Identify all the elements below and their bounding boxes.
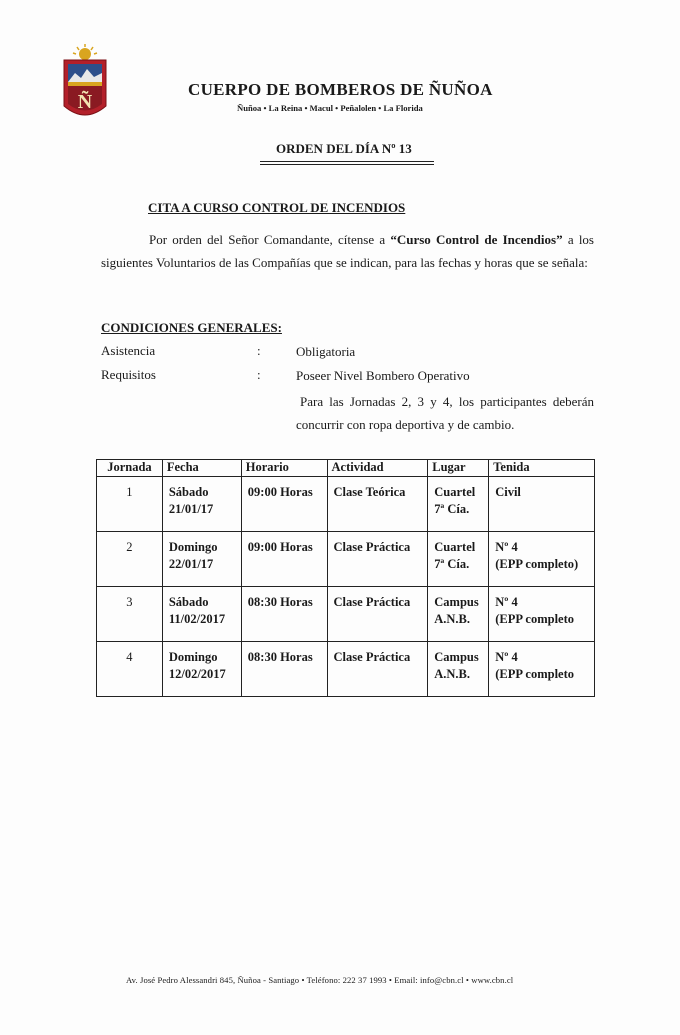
- cell-tenida-line2: (EPP completo: [495, 612, 575, 626]
- cell-lugar: [428, 642, 489, 697]
- cell-fecha-day: Domingo: [168, 650, 218, 664]
- cell-fecha: [162, 532, 241, 587]
- table-header-row: [97, 460, 595, 477]
- condition-separator: :: [257, 343, 261, 358]
- cell-lugar-line1: Campus: [434, 595, 479, 609]
- cell-lugar-line2: 7ª Cía.: [434, 502, 470, 516]
- cell-lugar-line2: A.N.B.: [434, 612, 471, 626]
- cell-horario: 08:30 Horas: [241, 642, 327, 697]
- cell-fecha-date: 22/01/17: [168, 557, 214, 571]
- cell-fecha-day: Domingo: [168, 540, 218, 554]
- condition-label-asistencia: Asistencia: [101, 343, 156, 358]
- fire-department-crest-icon: [60, 42, 110, 122]
- cell-tenida-line1: Nº 4: [495, 595, 518, 609]
- column-header-fecha: Fecha: [162, 460, 241, 477]
- cell-actividad: Clase Práctica: [327, 587, 428, 642]
- column-header-actividad: Actividad: [327, 460, 428, 477]
- condition-value-requisitos: Poseer Nivel Bombero Operativo: [296, 368, 470, 383]
- cell-actividad: Clase Teórica: [327, 477, 428, 532]
- conditions-note: Para las Jornadas 2, 3 y 4, los participantes deberán concurrir con ropa deportiva y de cambio.: [296, 394, 594, 432]
- cell-tenida: [489, 587, 595, 642]
- intro-paragraph: [101, 228, 594, 274]
- crest-sun-rays: [73, 44, 97, 60]
- cell-actividad: Clase Práctica: [327, 532, 428, 587]
- cell-lugar: [428, 532, 489, 587]
- cell-jornada: 3: [97, 587, 163, 642]
- cell-lugar: [428, 587, 489, 642]
- cell-lugar-line1: Cuartel: [434, 485, 476, 499]
- cell-fecha-day: Sábado: [168, 595, 209, 609]
- crest-letter: Ñ: [77, 91, 93, 113]
- cell-tenida: [489, 642, 595, 697]
- cell-fecha-date: 21/01/17: [168, 502, 214, 516]
- org-subtitle: Ñuñoa • La Reina • Macul • Peñalolen • La Florida: [237, 103, 423, 113]
- column-header-tenida: Tenida: [489, 460, 595, 477]
- cell-jornada: 2: [97, 532, 163, 587]
- cell-fecha-date: 11/02/2017: [168, 612, 226, 626]
- column-header-lugar: Lugar: [428, 460, 489, 477]
- table-row: [97, 532, 595, 587]
- order-title-underline: [260, 164, 434, 165]
- cell-fecha: [162, 477, 241, 532]
- column-header-horario: Horario: [241, 460, 327, 477]
- table-row: [97, 642, 595, 697]
- column-header-jornada: Jornada: [97, 460, 163, 477]
- cell-lugar-line1: Campus: [434, 650, 479, 664]
- course-name: “Curso Control de Incendios”: [390, 232, 563, 247]
- order-title: ORDEN DEL DÍA Nº 13: [276, 141, 412, 156]
- cell-jornada: 4: [97, 642, 163, 697]
- cell-horario: 08:30 Horas: [241, 587, 327, 642]
- cell-jornada: 1: [97, 477, 163, 532]
- cell-tenida-line2: (EPP completo): [495, 557, 579, 571]
- cell-tenida-line1: Nº 4: [495, 650, 518, 664]
- order-title-underline: [260, 161, 434, 162]
- schedule-table: [96, 459, 595, 697]
- cell-lugar-line2: A.N.B.: [434, 667, 471, 681]
- intro-text-before: Por orden del Señor Comandante, cítense a: [149, 232, 391, 247]
- cell-tenida: [489, 532, 595, 587]
- intro-text-after: a los siguientes Voluntarios de las Compañías que se indican, para las fechas y horas que se señala:: [101, 232, 594, 270]
- cell-horario: 09:00 Horas: [241, 532, 327, 587]
- cell-fecha: [162, 642, 241, 697]
- cell-fecha-day: Sábado: [168, 485, 209, 499]
- cell-fecha: [162, 587, 241, 642]
- cell-lugar-line2: 7ª Cía.: [434, 557, 470, 571]
- footer-contact: Av. José Pedro Alessandri 845, Ñuñoa - Santiago • Teléfono: 222 37 1993 • Email: info@cbn.cl • www.cbn.cl: [126, 975, 514, 985]
- cell-tenida: [489, 477, 595, 532]
- cell-tenida-line1: Nº 4: [495, 540, 518, 554]
- section-title: CITA A CURSO CONTROL DE INCENDIOS: [148, 200, 406, 215]
- org-title: CUERPO DE BOMBEROS DE ÑUÑOA: [188, 80, 493, 99]
- table-row: [97, 587, 595, 642]
- condition-label-requisitos: Requisitos: [101, 367, 156, 382]
- cell-fecha-date: 12/02/2017: [168, 667, 226, 681]
- cell-tenida-line1: Civil: [495, 485, 521, 499]
- condition-value-asistencia: Obligatoria: [296, 344, 356, 359]
- cell-horario: 09:00 Horas: [241, 477, 327, 532]
- cell-tenida-line2: (EPP completo: [495, 667, 575, 681]
- condition-separator: :: [257, 367, 261, 382]
- cell-lugar-line1: Cuartel: [434, 540, 476, 554]
- table-row: [97, 477, 595, 532]
- cell-lugar: [428, 477, 489, 532]
- conditions-title: CONDICIONES GENERALES:: [101, 320, 282, 335]
- cell-actividad: Clase Práctica: [327, 642, 428, 697]
